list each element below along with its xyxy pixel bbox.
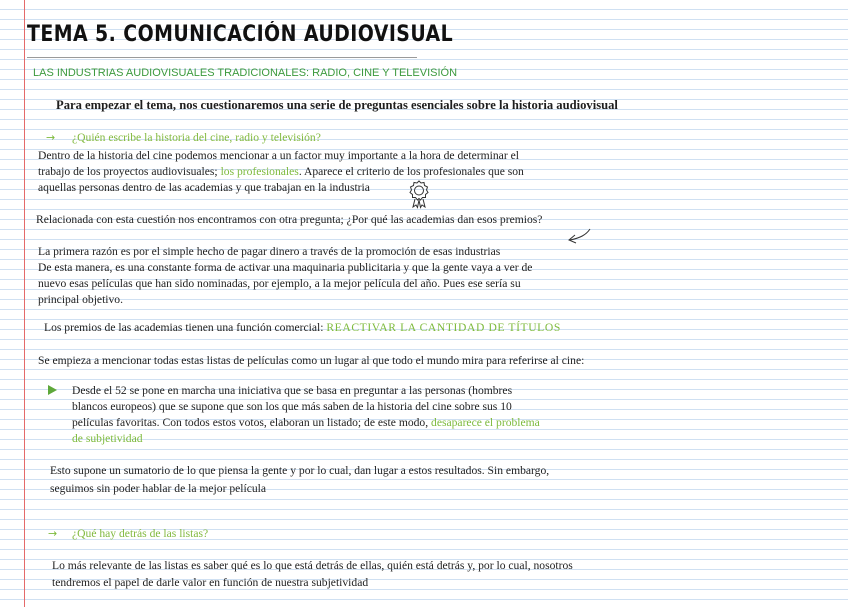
paragraph-line: nuevo esas películas que han sido nominadas, por ejemplo, a la mejor película del año. Pues ese sería su: [38, 277, 521, 290]
paragraph-line: De esta manera, es una constante forma de activar una maquinaria publicitaria y que la gente vaya a ver de: [38, 261, 533, 274]
intro-heading: Para empezar el tema, nos cuestionaremos una serie de preguntas esenciales sobre la historia audiovisual: [56, 98, 618, 112]
title-underline: [27, 57, 417, 58]
highlight-text: los profesionales: [220, 165, 299, 178]
paragraph-line: Dentro de la historia del cine podemos mencionar a un factor muy importante a la hora de determinar el: [38, 149, 519, 162]
paragraph-line: Esto supone un sumatorio de lo que piensa la gente y por lo cual, dan lugar a estos resultados. Sin embargo,: [50, 464, 550, 477]
bullet-line: películas favoritas. Con todos estos votos, elaboran un listado; de este modo, desaparece el problema: [72, 416, 540, 429]
notebook-margin-line: [24, 0, 25, 607]
page-title: TEMA 5. COMUNICACIÓN AUDIOVISUAL: [27, 22, 454, 47]
paragraph-line: La primera razón es por el simple hecho de pagar dinero a través de la promoción de esas industrias: [38, 245, 501, 258]
paragraph-line: trabajo de los proyectos audiovisuales; los profesionales. Aparece el criterio de los profesionales que son: [38, 165, 524, 178]
right-arrow-icon: →: [48, 527, 58, 540]
paragraph-line: tendremos el papel de darle valor en función de nuestra subjetividad: [52, 576, 369, 589]
paragraph-line: principal objetivo.: [38, 293, 124, 306]
paragraph-line: Los premios de las academias tienen una función comercial: REACTIVAR LA CANTIDAD DE TÍTULOS: [44, 321, 561, 334]
paragraph-line: seguimos sin poder hablar de la mejor película: [50, 482, 267, 495]
bullet-line: blancos europeos) que se supone que son los que más saben de la historia del cine sobre sus 10: [72, 400, 512, 413]
highlight-text: REACTIVAR LA CANTIDAD DE TÍTULOS: [326, 321, 561, 334]
curved-arrow-icon: [566, 228, 592, 246]
bullet-line: de subjetividad: [72, 432, 143, 445]
award-icon: [407, 180, 431, 208]
right-arrow-icon: →: [46, 131, 56, 144]
highlight-text: desaparece el problema: [431, 416, 540, 429]
bullet-line: Desde el 52 se pone en marcha una iniciativa que se basa en preguntar a las personas (hombres: [72, 384, 513, 397]
paragraph-line: Relacionada con esta cuestión nos encontramos con otra pregunta; ¿Por qué las academias dan esos premios?: [36, 213, 543, 226]
triangle-bullet-icon: [48, 385, 57, 395]
question-heading: ¿Qué hay detrás de las listas?: [72, 527, 209, 540]
paragraph-line: Se empieza a mencionar todas estas listas de películas como un lugar al que todo el mundo mira para referirse al cine:: [38, 354, 585, 367]
paragraph-line: Lo más relevante de las listas es saber qué es lo que está detrás de ellas, quién está detrás y, por lo cual, nosotros: [52, 559, 573, 572]
section-subtitle: LAS INDUSTRIAS AUDIOVISUALES TRADICIONALES: RADIO, CINE Y TELEVISIÓN: [33, 67, 458, 79]
paragraph-line: aquellas personas dentro de las academias y que trabajan en la industria: [38, 181, 370, 194]
question-heading: ¿Quién escribe la historia del cine, radio y televisión?: [72, 131, 321, 144]
